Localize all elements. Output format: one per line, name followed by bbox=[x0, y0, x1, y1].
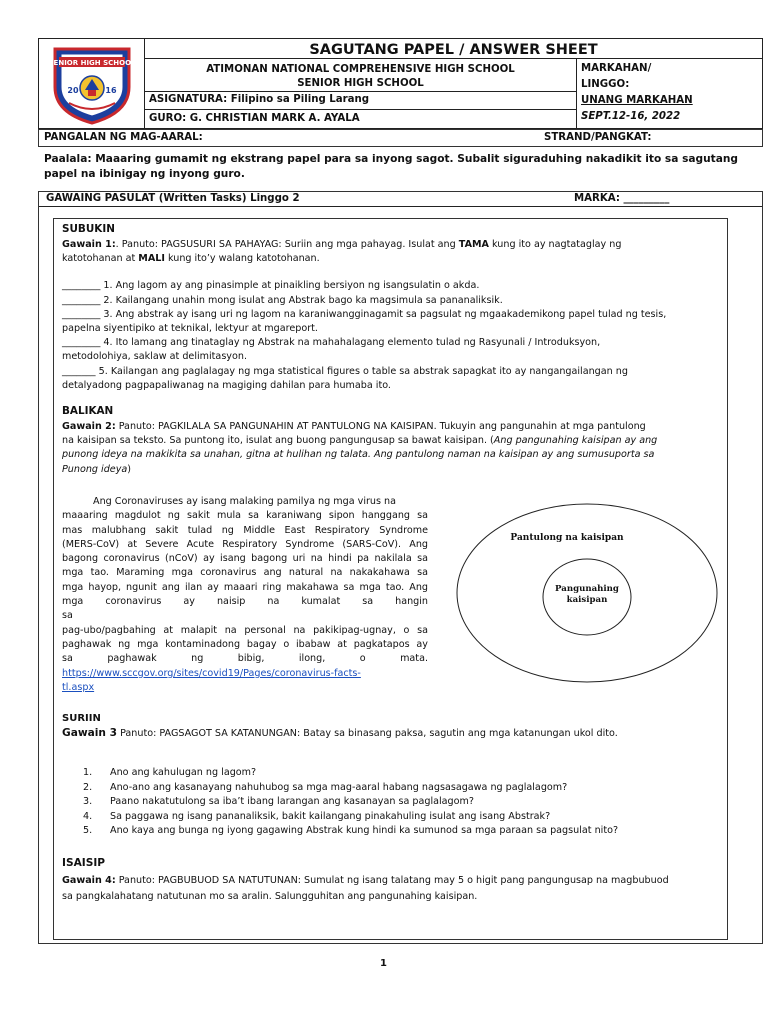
passage-line: mga tao. Maraming mga coronavirus ang natural na nakakahawa sa bbox=[62, 567, 428, 579]
gawain4-label: Gawain 4: bbox=[62, 875, 116, 886]
subukin-heading: SUBUKIN bbox=[62, 223, 115, 235]
balikan-heading: BALIKAN bbox=[62, 405, 114, 417]
subukin-item: ________ 1. Ang lagom ay ang pinasimple at pinaikling bersiyon ng isangsulatin o akda. bbox=[62, 280, 480, 292]
source-link[interactable]: https://www.sccgov.org/sites/covid19/Pages/coronavirus-facts- bbox=[62, 667, 361, 679]
gawain2-text-2: na kaisipan sa teksto. Sa puntong ito, isulat ang buong pangungusap sa bawat kaisipan. ( bbox=[62, 435, 494, 447]
tama-word: TAMA bbox=[458, 239, 489, 250]
question-item: 3. Paano nakatutulong sa iba’t ibang larangan ang kasanayan sa paglalagom? bbox=[83, 796, 474, 807]
passage-line: paghawak ng mga kontaminadong bagay o ibabaw at pagkatapos ay bbox=[62, 638, 428, 650]
passage-line: mga coronavirus ay naisip na kumalat sa hangin sa bbox=[62, 596, 428, 622]
gawain2-italic-2: punong ideya na makikita sa unahan, gitna at hulihan ng talata. Ang pantulong naman na kaisipan ay ang sumusuporta sa bbox=[62, 449, 655, 461]
passage-line: bagong coronavirus (nCoV) ay isang bagong uri na hindi pa nakilala sa bbox=[62, 553, 428, 565]
gawain2-italic-3: Punong ideya bbox=[62, 463, 128, 475]
student-row bbox=[38, 129, 763, 147]
paalala bbox=[44, 152, 738, 182]
balikan-instructions bbox=[62, 420, 716, 477]
subukin-item: papelna siyentipiko at teknikal, lektyur at mgareport. bbox=[62, 323, 318, 335]
gawain1-text-b: kung ito ay nagtataglay ng bbox=[488, 239, 622, 250]
linggo-label: LINGGO: bbox=[581, 79, 630, 90]
passage-line: mas malubhang sakit tulad ng Middle East Respiratory Syndrome bbox=[62, 524, 428, 536]
suriin-instructions bbox=[62, 727, 618, 739]
header-table bbox=[38, 38, 763, 129]
passage-line: mga hayop, ngunit ang ilan ay maaari ring makahawa sa mga tao. Ang bbox=[62, 581, 428, 593]
gawain2-italic: Ang pangunahing kaisipan ay ang bbox=[493, 435, 658, 447]
question-item: 2. Ano-ano ang kasanayang nahuhubog sa mga mag-aaral habang nagsasagawa ng paglalagom? bbox=[83, 781, 568, 793]
school-sub: SENIOR HIGH SCHOOL bbox=[297, 78, 424, 89]
passage-line: maaaring magdulot ng sakit mula sa karaniwang sipon hanggang sa bbox=[62, 510, 428, 522]
school-logo bbox=[47, 43, 137, 125]
passage-line: Ang Coronaviruses ay isang malaking pamilya ng mga virus na bbox=[93, 496, 397, 507]
task-label: GAWAING PASULAT (Written Tasks) Linggo 2 bbox=[46, 193, 300, 204]
source-link-2[interactable]: tl.aspx bbox=[62, 681, 95, 693]
passage-line: pag-ubo/pagbahing at malapit na personal na pakikipag-ugnay, o sa bbox=[62, 624, 428, 636]
logo-year-left: 20 bbox=[67, 86, 79, 95]
question-item: 1. Ano ang kahulugan ng lagom? bbox=[83, 767, 257, 778]
subukin-section bbox=[62, 238, 716, 393]
gawain3-text: Panuto: PAGSAGOT SA KATANUNGAN: Batay sa binasang paksa, sagutin ang mga katanungan ukol dito. bbox=[117, 728, 618, 739]
page-number: 1 bbox=[380, 958, 387, 969]
subukin-item: ________ 4. Ito lamang ang tinataglay ng Abstrak na mahahalagang elemento tulad ng Rasyunali / Introduksyon, bbox=[62, 337, 601, 349]
inner-label-2: kaisipan bbox=[566, 595, 608, 605]
subukin-item: ________ 2. Kailangang unahin mong isulat ang Abstrak bago ka magsimula sa pananaliksik. bbox=[62, 294, 503, 306]
guro: GURO: G. CHRISTIAN MARK A. AYALA bbox=[149, 113, 360, 124]
outer-label: Pantulong na kaisipan bbox=[510, 533, 624, 543]
marka-label: MARKA: _________ bbox=[574, 193, 670, 204]
asignatura: ASIGNATURA: Filipino sa Piling Larang bbox=[149, 94, 370, 105]
logo-year-right: 16 bbox=[105, 86, 117, 95]
gawain4-text-2: sa pangkalahatang natutunan mo sa aralin. Salungguhitan ang pangunahing kaisipan. bbox=[62, 891, 478, 902]
subukin-item: _______ 5. Kailangan ang paglalagay ng mga statistical figures o table sa abstrak sapagkat ito ay nangangailangan ng bbox=[62, 365, 628, 377]
isaisip-heading: ISAISIP bbox=[62, 857, 106, 869]
gawain4-text: Panuto: PAGBUBUOD SA NATUTUNAN: Sumulat ng isang talatang may 5 o higit pang pangungusap na magbubuod bbox=[115, 875, 669, 886]
strand-label: STRAND/PANGKAT: bbox=[544, 132, 652, 143]
gawain2-close: ) bbox=[127, 463, 131, 475]
pangalan-label: PANGALAN NG MAG-AARAL: bbox=[44, 132, 203, 143]
passage-line: (MERS-CoV) at Severe Acute Respiratory Syndrome (SARS-CoV). Ang bbox=[62, 538, 428, 550]
paalala-line-1: Paalala: Maaaring gumamit ng ekstrang papel para sa inyong sagot. Subalit siguraduhing nakadikit ito sa sagutang bbox=[44, 153, 738, 165]
subukin-item: metodolohiya, saklaw at delimitasyon. bbox=[62, 351, 247, 363]
paalala-line-2: papel na ibinigay ng inyong guro. bbox=[44, 168, 245, 180]
gawain2-label: Gawain 2: bbox=[62, 421, 116, 432]
question-item: 5. Ano kaya ang bunga ng iyong gagawing Abstrak kung hindi ka sumunod sa mga paraan sa pagsulat nito? bbox=[83, 825, 619, 836]
suriin-questions bbox=[80, 766, 618, 839]
mali-word: MALI bbox=[138, 253, 165, 265]
logo-top-text: SENIOR HIGH SCHOOL bbox=[48, 59, 136, 67]
subukin-item: detalyadong pagpapaliwanag na magiging dahilan para humaba ito. bbox=[62, 379, 391, 391]
subukin-item: ________ 3. Ang abstrak ay isang uri ng lagom na karaniwangginagamit sa pagsulat ng mgaakademikong papel tulad ng tesis, bbox=[62, 308, 667, 320]
date: SEPT.12-16, 2022 bbox=[581, 111, 681, 122]
markahan-value: UNANG MARKAHAN bbox=[581, 95, 693, 106]
gawain1-label: Gawain 1: bbox=[62, 239, 116, 250]
page-title: SAGUTANG PAPEL / ANSWER SHEET bbox=[309, 42, 598, 58]
inner-label-1: Pangunahing bbox=[555, 584, 619, 594]
question-item: 4. Sa paggawa ng isang pananaliksik, bakit kailangang pinakahuling isulat ang isang Abstrak? bbox=[83, 810, 551, 822]
markahan-label: MARKAHAN/ bbox=[581, 63, 652, 74]
passage-line: sa paghawak ng bibig, ilong, o mata. bbox=[62, 653, 428, 665]
suriin-heading: SURIIN bbox=[62, 713, 101, 724]
passage bbox=[62, 495, 428, 695]
gawain2-text: Panuto: PAGKILALA SA PANGUNAHIN AT PANTULONG NA KAISIPAN. Tukuyin ang pangunahin at mga pantulong bbox=[115, 421, 646, 432]
school-name: ATIMONAN NATIONAL COMPREHENSIVE HIGH SCHOOL bbox=[206, 64, 515, 75]
isaisip-instructions bbox=[62, 873, 716, 905]
gawain3-label: Gawain 3 bbox=[62, 727, 118, 739]
gawain1-text-d: kung ito’y walang katotohanan. bbox=[164, 253, 320, 265]
kaisipan-diagram bbox=[452, 498, 722, 688]
gawain1-text-c: katotohanan at bbox=[62, 253, 139, 265]
gawain1-text-a: . Panuto: PAGSUSURI SA PAHAYAG: Suriin ang mga pahayag. Isulat ang bbox=[115, 239, 459, 250]
